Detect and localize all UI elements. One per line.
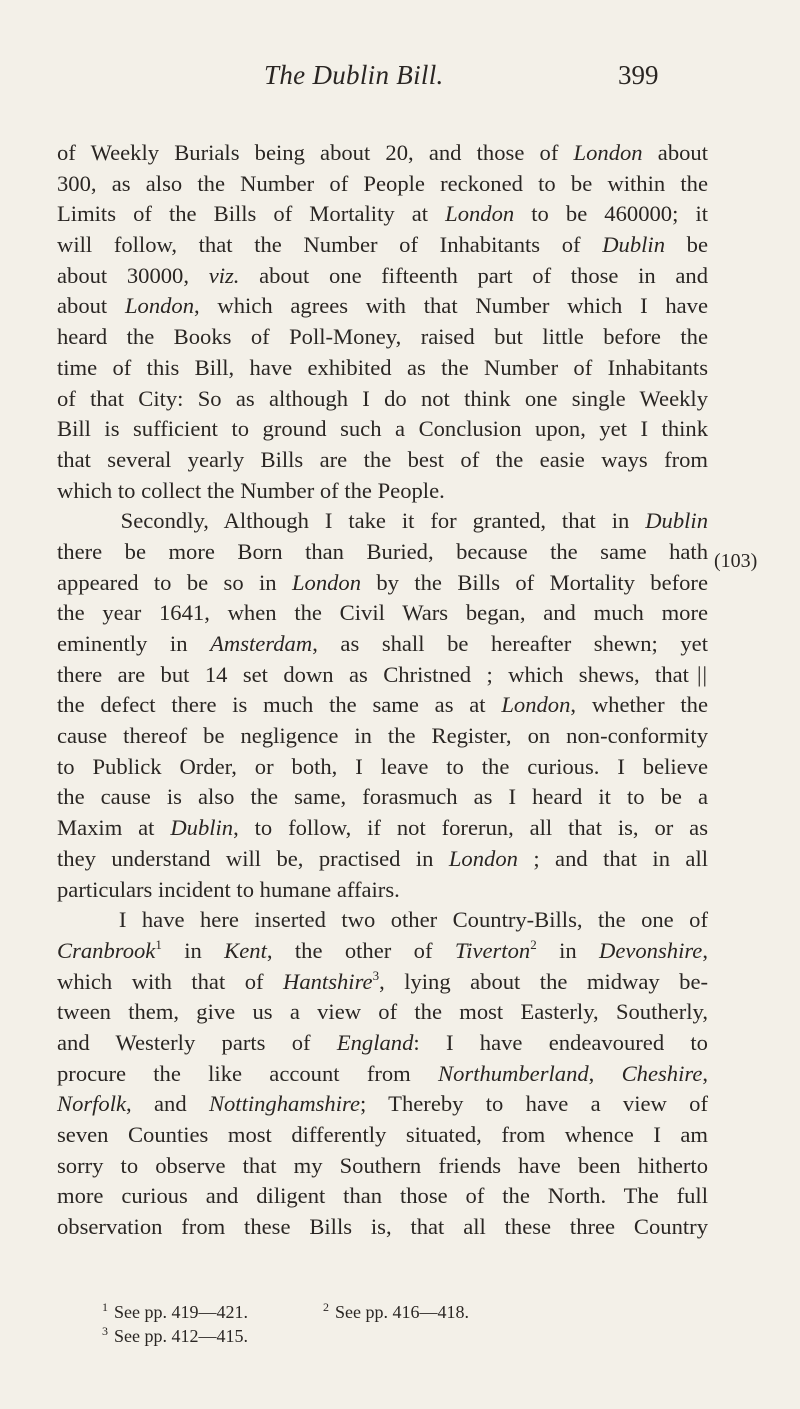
text-line bbox=[57, 1089, 708, 1120]
text-run: England bbox=[336, 1029, 414, 1055]
text-run: heard the Books of Poll-Money, raised but little before the bbox=[57, 324, 708, 350]
text-run: , and bbox=[126, 1091, 209, 1117]
text-run: by the Bills of Mortality before bbox=[361, 569, 708, 595]
text-run: and Westerly parts of bbox=[57, 1029, 337, 1055]
text-run: London bbox=[445, 201, 515, 227]
text-run: there be more Born than Buried, because the same hath bbox=[57, 538, 708, 564]
text-run: Devonshire bbox=[599, 937, 703, 963]
text-run: Limits of the Bills of Mortality at bbox=[57, 201, 446, 227]
text-run: cause thereof be negligence in the Register, on non-conformity bbox=[57, 723, 708, 749]
footnote-text: See pp. 416—418. bbox=[335, 1302, 469, 1322]
footnote-text: See pp. 412—415. bbox=[114, 1326, 248, 1346]
footnote-text: See pp. 419—421. bbox=[114, 1302, 248, 1322]
text-line bbox=[57, 660, 708, 691]
text-run: the year 1641, when the Civil Wars began, and much more bbox=[57, 600, 708, 626]
footnote-reference: 1 bbox=[155, 936, 162, 952]
text-run: about 30000, bbox=[57, 262, 209, 288]
text-run: Dublin bbox=[645, 508, 708, 534]
text-run: Cheshire bbox=[621, 1060, 703, 1086]
text-run: ; Thereby to have a view of bbox=[360, 1091, 708, 1117]
text-run: about bbox=[642, 140, 708, 165]
text-run: , bbox=[702, 937, 708, 963]
text-line bbox=[57, 322, 708, 353]
text-line bbox=[57, 169, 708, 200]
text-line bbox=[57, 1120, 708, 1151]
text-run: procure the like account from bbox=[57, 1060, 439, 1086]
text-run: eminently in bbox=[57, 631, 211, 656]
text-run: which with that of bbox=[57, 968, 284, 994]
text-line bbox=[57, 813, 708, 844]
text-run: London bbox=[291, 569, 362, 595]
footnote-reference: 2 bbox=[530, 936, 537, 952]
text-run: Dublin bbox=[170, 815, 234, 841]
text-run: London bbox=[448, 845, 518, 871]
text-line bbox=[57, 353, 708, 384]
text-line bbox=[57, 537, 708, 568]
text-run: seven Counties most differently situated, from whence I am bbox=[57, 1122, 708, 1147]
text-run: , whether the bbox=[570, 692, 708, 718]
text-run: , bbox=[588, 1060, 622, 1086]
text-run: Amsterdam bbox=[210, 631, 313, 656]
column-marker: || bbox=[696, 661, 708, 687]
text-run: Tiverton bbox=[454, 937, 531, 963]
text-line bbox=[57, 291, 708, 322]
text-line bbox=[57, 629, 708, 660]
text-run: viz. bbox=[208, 262, 240, 288]
text-line bbox=[57, 138, 708, 169]
footnote-marker: 3 bbox=[102, 1324, 108, 1338]
text-run: Nottinghamshire bbox=[208, 1091, 360, 1117]
text-run: will follow, that the Number of Inhabitants of bbox=[57, 232, 603, 258]
text-line bbox=[57, 1212, 708, 1243]
text-line bbox=[57, 261, 708, 292]
text-line bbox=[57, 1181, 708, 1212]
text-run: about one fifteenth part of those in and bbox=[239, 262, 708, 288]
page-number: 399 bbox=[618, 60, 659, 90]
text-run: , as shall be hereafter shewn; yet bbox=[312, 631, 708, 656]
text-run: in bbox=[536, 937, 600, 963]
footnotes bbox=[102, 1300, 702, 1348]
text-line bbox=[57, 414, 708, 445]
footnote-3 bbox=[102, 1326, 248, 1346]
text-run: appeared to be so in bbox=[57, 569, 292, 595]
text-run: Secondly, Although I take it for granted, that in bbox=[57, 508, 646, 534]
text-run: to Publick Order, or both, I leave to the curious. I believe bbox=[57, 753, 708, 779]
footnote-marker: 2 bbox=[323, 1300, 329, 1314]
text-run: particulars incident to humane affairs. bbox=[57, 876, 400, 902]
text-line bbox=[57, 844, 708, 875]
text-run: , which agrees with that Number which I have bbox=[194, 293, 708, 319]
text-line bbox=[57, 782, 708, 813]
text-line bbox=[57, 230, 708, 261]
text-run: I have here inserted two other Country-Bills, the one of bbox=[57, 907, 708, 933]
text-line bbox=[57, 568, 708, 599]
text-run: Cranbrook bbox=[57, 937, 156, 963]
text-run: Maxim at bbox=[57, 815, 171, 841]
footnote-reference: 3 bbox=[372, 967, 380, 983]
text-run: the cause is also the same, forasmuch as I heard it to be a bbox=[57, 784, 708, 810]
text-line bbox=[57, 752, 708, 783]
text-run: of Weekly Burials being about 20, and those of bbox=[57, 140, 574, 165]
text-run: sorry to observe that my Southern friends have been hitherto bbox=[57, 1152, 708, 1178]
footnote-marker: 1 bbox=[102, 1300, 108, 1314]
text-line bbox=[57, 967, 708, 998]
text-line bbox=[57, 905, 708, 936]
text-run: which to collect the Number of the People. bbox=[57, 477, 445, 503]
text-line bbox=[57, 721, 708, 752]
text-run: , bbox=[702, 1060, 709, 1086]
footnote-2 bbox=[323, 1300, 469, 1324]
text-line bbox=[57, 936, 708, 967]
text-run: Northumberland bbox=[438, 1060, 589, 1086]
text-line bbox=[57, 1059, 708, 1090]
text-line bbox=[57, 690, 708, 721]
text-line bbox=[57, 1028, 708, 1059]
text-run: , lying about the midway be- bbox=[379, 968, 708, 994]
text-run: London bbox=[573, 140, 643, 165]
text-line bbox=[57, 476, 708, 507]
text-line bbox=[57, 875, 708, 906]
text-run: more curious and diligent than those of the North. The full bbox=[57, 1183, 708, 1209]
running-title: The Dublin Bill. bbox=[264, 60, 444, 90]
text-run: Bill is sufficient to ground such a Conclusion upon, yet I think bbox=[57, 416, 708, 442]
text-line bbox=[57, 199, 708, 230]
text-run: , to follow, if not forerun, all that is, or as bbox=[233, 815, 708, 841]
text-line bbox=[57, 506, 708, 537]
text-run: 300, as also the Number of People reckoned to be within the bbox=[57, 170, 708, 196]
text-run: that several yearly Bills are the best of the easie ways from bbox=[57, 446, 708, 472]
text-run: : I have endeavoured to bbox=[413, 1029, 708, 1055]
text-run: the defect there is much the same as at bbox=[57, 692, 502, 718]
margin-page-reference: (103) bbox=[714, 550, 758, 572]
text-run: Norfolk bbox=[57, 1091, 127, 1117]
text-run: time of this Bill, have exhibited as the Number of Inhabitants bbox=[57, 354, 708, 380]
text-run: Hantshire bbox=[283, 968, 373, 994]
body-text bbox=[57, 138, 708, 1243]
footnote-1 bbox=[102, 1302, 248, 1322]
text-run: about bbox=[57, 293, 125, 319]
running-head bbox=[0, 60, 800, 100]
text-run: observation from these Bills is, that all these three Country bbox=[57, 1214, 708, 1240]
text-run: of that City: So as although I do not think one single Weekly bbox=[57, 385, 708, 411]
text-run: be bbox=[665, 232, 708, 258]
text-run: to be 460000; it bbox=[514, 201, 708, 227]
text-run: tween them, give us a view of the most Easterly, Southerly, bbox=[57, 999, 708, 1025]
text-run: ; and that in all bbox=[517, 845, 708, 871]
text-run: there are but 14 set down as Christned ; which shews, that bbox=[57, 661, 689, 687]
text-run: London bbox=[124, 293, 195, 319]
text-run: in bbox=[161, 937, 225, 963]
text-line bbox=[57, 1151, 708, 1182]
text-run: Dublin bbox=[602, 232, 665, 258]
text-run: they understand will be, practised in bbox=[57, 845, 449, 871]
text-line bbox=[57, 445, 708, 476]
text-run: Kent bbox=[224, 937, 267, 963]
text-run: London bbox=[501, 692, 571, 718]
text-line bbox=[57, 384, 708, 415]
text-line bbox=[57, 598, 708, 629]
text-line bbox=[57, 997, 708, 1028]
text-run: , the other of bbox=[266, 937, 455, 963]
